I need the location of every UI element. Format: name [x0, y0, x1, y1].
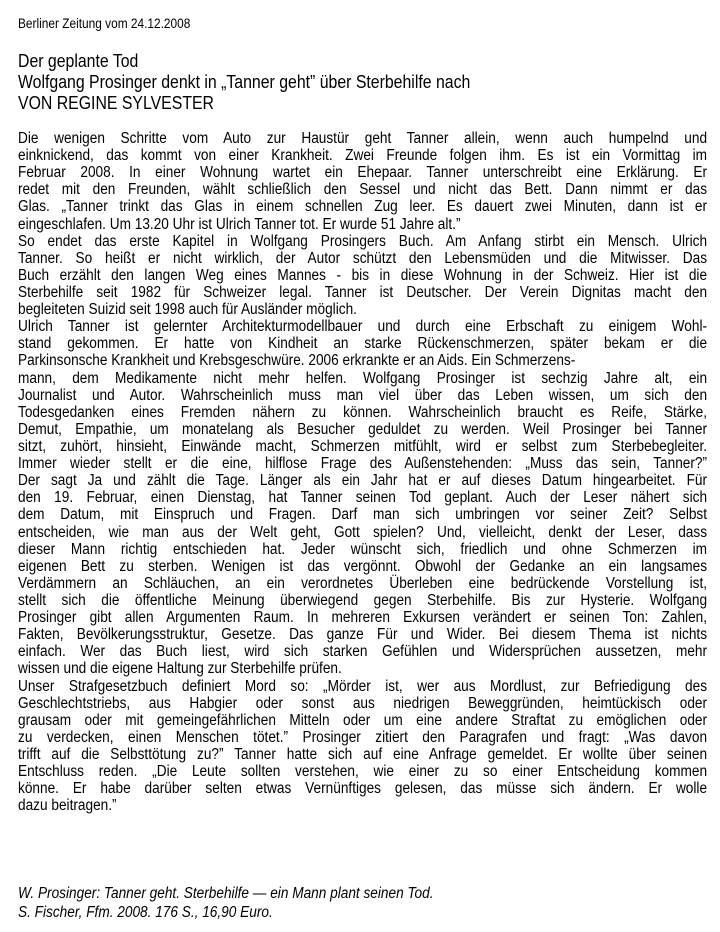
text-line: Glas. „Tanner trinkt das Glas in einem schnellen Zug leer. Es dauert zwei Minuten, dann ist er	[18, 198, 708, 216]
text-line: den 19. Februar, einen Dienstag, hat Tanner seinen Tod geplant. Auch der Leser nähert sich	[18, 489, 708, 507]
text-line: entscheiden, wie man aus der Welt geht, Gott spielen? Und, vielleicht, denkt der Leser, dass	[18, 523, 708, 541]
paragraph	[18, 318, 707, 677]
credit-line: W. Prosinger: Tanner geht. Sterbehilfe — ein Mann plant seinen Tod.	[18, 885, 434, 902]
text-line: Journalist und Autor. Wahrscheinlich muss man viel über das Leben wissen, um sich den	[18, 386, 708, 404]
text-line: So endet das erste Kapitel in Wolfgang Prosingers Buch. Am Anfang stirbt ein Mensch. Ulrich	[18, 232, 708, 250]
headline-block	[18, 51, 713, 114]
text-line: stellt sich die öffentliche Meinung überwiegend gegen Sterbehilfe. Bis zur Hysterie. Wolfgang	[18, 591, 708, 609]
paragraph	[18, 233, 707, 319]
text-line: grausam oder mit gemeingefährlichen Mitteln oder um eine andere Straftat zu emöglichen oder	[18, 711, 708, 729]
text-line: Verdämmern an Schläuchen, an ein verordnetes Überleben eine bedrückende Vorstellung ist,	[18, 574, 708, 592]
text-line: dazu beitragen.”	[18, 797, 117, 815]
credit-line: S. Fischer, Ffm. 2008. 176 S., 16,90 Euro.	[18, 904, 273, 921]
text-line: Unser Strafgesetzbuch definiert Mord so: „Mörder ist, wer aus Mordlust, zur Befriedigung des	[18, 677, 708, 695]
text-line: einfach. Wer das Buch liest, wird sich starken Gefühlen und Widersprüchen aussetzen, mehr	[18, 643, 708, 661]
text-line: Geschlechtstriebs, aus Habgier oder sonst aus niedrigen Beweggründen, heimtückisch oder	[18, 694, 708, 712]
text-line: eigenen Bett zu sterben. Wenigen ist das vergönnt. Obwohl der Gedanke an ein langsames	[18, 557, 708, 575]
text-line: Ulrich Tanner ist gelernter Architekturmodellbauer und durch eine Erbschaft zu einigem Wohl-	[18, 318, 708, 336]
dateline: Berliner Zeitung vom 24.12.2008	[18, 16, 191, 31]
text-line: zu verdecken, einen Menschen tötet.” Prosinger zitiert den Paragrafen und fragt: „Was davon	[18, 728, 708, 746]
text-line: Demut, Empathie, um monatelang als Besucher geduldet zu werden. Weil Prosinger bei Tanner	[18, 420, 708, 438]
text-line: Februar 2008. In einer Wohnung wartet ein Ehepaar. Tanner unterschreibt eine Erklärung. Er	[18, 164, 708, 182]
text-line: dem Datum, mit Einspruch und Fragen. Darf man sich umbringen vor seiner Zeit? Selbst	[18, 506, 708, 524]
text-line: mann, dem Medikamente nicht mehr helfen. Wolfgang Prosinger ist sechzig Jahre alt, ein	[18, 369, 708, 387]
paragraph	[18, 678, 707, 815]
text-line: Entschluss reden. „Die Leute sollten verstehen, wie einer zu so einer Entscheidung kommen	[18, 763, 708, 781]
text-line: Die wenigen Schritte vom Auto zur Haustür geht Tanner allein, wenn auch humpelnd und	[18, 130, 708, 147]
text-line: sitzt, zuhört, hinsieht, Einwände macht, Schmerzen mitfühlt, wird er selbst zum Sterbebegleiter.	[18, 437, 708, 455]
text-line: Tanner. So heißt er nicht wirklich, der Autor schützt den Lebensmüden und die Mitwisser. Das	[18, 249, 708, 267]
text-line: Parkinsonsche Krankheit und Krebsgeschwüre. 2006 erkrankte er an Aids. Ein Schmerzens-	[18, 352, 576, 370]
text-line: einknickend, das kommt von einer Krankheit. Zwei Freunde folgen ihm. Es ist ein Vormittag im	[18, 147, 708, 165]
article-author: VON REGINE SYLVESTER	[18, 93, 215, 113]
paragraph	[18, 130, 707, 233]
article-body	[18, 130, 707, 814]
text-line: Sterbehilfe seit 1982 für Schweizer legal. Tanner ist Deutscher. Der Verein Dignitas macht den	[18, 283, 708, 301]
text-line: stand gekommen. Er hatte von Kindheit an starke Rückenschmerzen, später bekam er die	[18, 335, 708, 353]
book-credits	[18, 884, 713, 922]
article-title: Der geplante Tod	[18, 51, 139, 71]
text-line: trifft auf die Selbsttötung zu?” Tanner hatte sich auf eine Anfrage gemeldet. Er wollte über seinen	[18, 745, 708, 763]
text-line: wissen und die eigene Haltung zur Sterbehilfe prüfen.	[18, 660, 342, 678]
text-line: redet mit den Freunden, wählt schließlich den Sessel und nicht das Bett. Dann nimmt er das	[18, 181, 708, 199]
text-line: Prosinger gibt allen Argumenten Raum. In mehreren Exkursen verändert er seinen Ton: Zahlen,	[18, 609, 708, 627]
text-line: Fakten, Bevölkerungsstruktur, Gesetze. Das ganze Für und Wider. Bei diesem Thema ist nichts	[18, 626, 708, 644]
text-line: dieser Mann richtig entschieden hat. Jeder wünscht sich, friedlich und ohne Schmerzen im	[18, 540, 708, 558]
text-line: begleiteten Suizid seit 1998 auch für Ausländer möglich.	[18, 301, 357, 319]
article-subtitle: Wolfgang Prosinger denkt in „Tanner geht” über Sterbehilfe nach	[18, 72, 471, 92]
text-line: könne. Er habe darüber selten etwas Vernünftiges gelesen, das müsse sich ändern. Er wolle	[18, 780, 708, 798]
text-line: Buch erzählt den langen Weg eines Mannes - bis in diese Wohnung in der Schweiz. Hier ist die	[18, 266, 708, 284]
text-line: Todesgedanken eines Fremden nähern zu können. Wahrscheinlich braucht es Reife, Stärke,	[18, 403, 708, 421]
text-line: Der sagt Ja und zählt die Tage. Länger als ein Jahr hat er auf dieses Datum hingearbeitet. Für	[18, 472, 708, 490]
text-line: eingeschlafen. Um 13.20 Uhr ist Ulrich Tanner tot. Er wurde 51 Jahre alt.”	[18, 215, 461, 233]
text-line: Immer wieder stellt er die eine, hilflose Frage des Außenstehenden: „Muss das sein, Tanner?”	[18, 455, 708, 473]
